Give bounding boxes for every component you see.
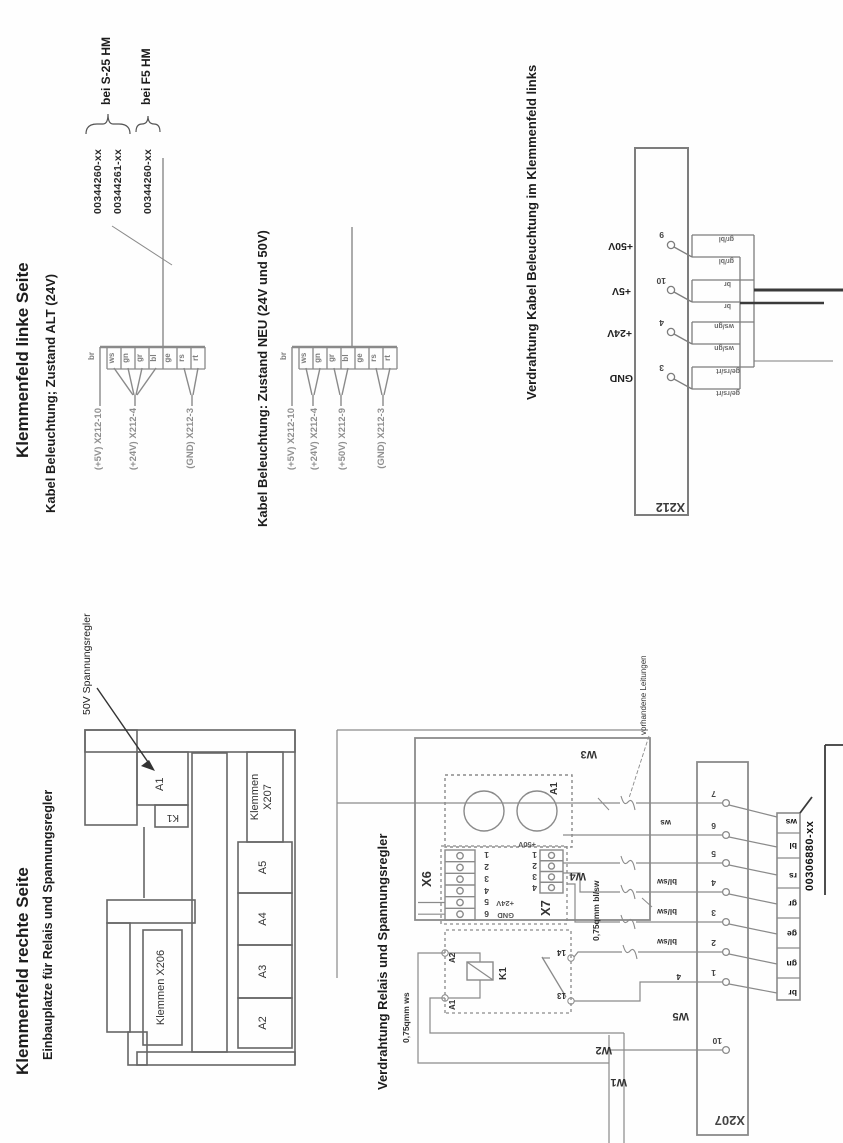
alt-wire-rs: rs (177, 354, 186, 362)
alt-wire-gr: gr (135, 354, 144, 362)
bus-color-ge: ge (787, 929, 797, 939)
right-page-title: Klemmenfeld linke Seite (13, 262, 32, 458)
cable-number: 00306880-xx (804, 820, 816, 891)
cable-fan-neu (292, 227, 397, 406)
x6-num-1: 1 (484, 850, 489, 860)
neu-wire-br: br (279, 352, 288, 360)
alt-terminal-gnd: (GND) X212-3 (185, 408, 196, 469)
neu-terminal-5v: (+5V) X212-10 (286, 408, 297, 471)
label-x6: X6 (419, 871, 434, 887)
relay-pin-a1: A1 (448, 999, 457, 1010)
x207-pin-3: 3 (711, 908, 716, 918)
label-w3: W3 (580, 748, 597, 760)
mid-wire-blsw1: bl/sw (656, 877, 677, 886)
bus-color-bl: bl (789, 841, 797, 851)
x207-pin-6: 6 (711, 821, 716, 831)
x212-wire-grbl-1: gr/bl (718, 257, 734, 264)
neu-wire-ge: ge (355, 353, 364, 363)
x7-num-1: 1 (532, 850, 537, 860)
x7-num-4: 4 (532, 883, 537, 893)
neu-wire-gn: gn (313, 353, 322, 363)
relay-pin-13: 13 (557, 991, 566, 1000)
label-x7: X7 (538, 900, 553, 916)
part-number-2: 00344261-xx (112, 148, 124, 214)
part-number-braces (86, 114, 160, 134)
x212-wire-wsgn-1: ws/gn (714, 344, 734, 351)
x212-section-title: Verdrahtung Kabel Beleuchtung im Klemmenfeld links (524, 64, 539, 400)
alt-wire-ge: ge (163, 353, 172, 363)
neu-wire-rt: rt (383, 355, 392, 361)
mid-wire-ws: ws (660, 818, 671, 827)
relay-section-title: Verdrahtung Relais und Spannungsregler (375, 833, 390, 1090)
x212-pin-3: 3 (659, 363, 664, 373)
x212-connector-label: X212 (655, 500, 685, 514)
brace-label-s25: bei S-25 HM (99, 36, 113, 105)
mid-wire-4: 4 (676, 972, 681, 981)
x212-wire-gersrt-2: ge/rs/rt (716, 367, 740, 374)
mid-wire-blsw2: bl/sw (656, 907, 677, 916)
x6-num-3: 3 (484, 874, 489, 884)
x212-wire-br-2: br (724, 280, 731, 287)
x212-volt-gnd: GND (609, 372, 633, 384)
x212-wire-grbl-2: gr/bl (718, 235, 734, 242)
x212-connector-diagram (635, 148, 843, 515)
x212-pin-10: 10 (656, 276, 666, 286)
existing-wires-note: vorhandene Leitungen (639, 655, 648, 735)
brace-label-f5: bei F5 HM (139, 48, 153, 105)
x212-wire-gersrt-1: ge/rs/rt (716, 389, 740, 396)
x212-volt-24v: +24V (607, 327, 632, 339)
x7-plus50-label: +50V (518, 840, 536, 849)
alt-terminal-24v: (+24V) X212-4 (128, 408, 139, 471)
x7-num-2: 2 (532, 861, 537, 871)
x6-num-2: 2 (484, 862, 489, 872)
mid-wire-blsw3: bl/sw (656, 937, 677, 946)
neu-wire-rs: rs (369, 354, 378, 362)
x207-pin-4: 4 (711, 878, 716, 888)
bay-x206: Klemmen X206 (155, 949, 167, 1026)
label-w4: W4 (569, 870, 586, 882)
x6-num-5: 5 (484, 897, 489, 907)
alt-wire-ws: ws (107, 352, 116, 364)
bay-x207-line1: Klemmen (249, 773, 261, 821)
alt-wire-br: br (87, 352, 96, 360)
neu-terminal-24v: (+24V) X212-4 (309, 408, 320, 471)
x212-volt-50v: +50V (608, 240, 633, 252)
relay-k1-label: K1 (498, 967, 509, 980)
x212-pin-4: 4 (659, 318, 664, 328)
x207-pin-7: 7 (711, 789, 716, 799)
bus-color-rs: rs (788, 871, 797, 881)
alt-subtitle: Kabel Beleuchtung; Zustand ALT (24V) (43, 273, 58, 513)
neu-terminal-50v: (+50V) X212-9 (337, 408, 348, 471)
x207-pin-1: 1 (711, 968, 716, 978)
bay-a1: A1 (154, 777, 166, 791)
part-number-1: 00344260-xx (92, 148, 104, 214)
alt-wire-rt: rt (191, 355, 200, 361)
neu-terminal-gnd: (GND) X212-3 (376, 408, 387, 469)
bay-a5: A5 (257, 860, 269, 875)
x207-pin-10: 10 (712, 1036, 722, 1046)
x207-pin-2: 2 (711, 938, 716, 948)
bus-color-gn: gn (786, 959, 797, 969)
x6-num-4: 4 (484, 886, 489, 896)
alt-wire-gn: gn (121, 353, 130, 363)
x6-plus24-label: +24V (496, 899, 514, 908)
neu-wire-gr: gr (327, 354, 336, 362)
neu-wire-bl: bl (341, 354, 350, 362)
module-a1-label: A1 (549, 782, 560, 795)
x207-connector-label: X207 (714, 1113, 745, 1128)
bus-color-ws: ws (785, 817, 797, 827)
part-number-3: 00344260-xx (142, 148, 154, 214)
wire-gauge-blsw: 0,75qmm bl/sw (591, 880, 601, 941)
left-page-subtitle: Einbauplatze für Relais und Spannungsregler (41, 789, 55, 1060)
x7-num-3: 3 (532, 872, 537, 882)
x212-pin-9: 9 (659, 230, 664, 240)
x212-volt-5v: +5V (612, 285, 631, 297)
label-w5: W5 (672, 1010, 689, 1022)
alt-wire-bl: bl (149, 354, 158, 362)
x212-wire-wsgn-2: ws/gn (714, 322, 734, 329)
bus-color-br: br (788, 988, 797, 998)
relay-pin-14: 14 (557, 948, 566, 957)
x212-wire-br-1: br (724, 302, 731, 309)
wire-gauge-ws: 0,75qmm ws (401, 992, 411, 1043)
bay-k1: K1 (166, 812, 179, 823)
left-page-title: Klemmenfeld rechte Seite (13, 867, 32, 1075)
bay-a4: A4 (257, 912, 269, 926)
relay-pin-a2: A2 (448, 952, 457, 963)
bus-color-gr: gr (788, 899, 797, 909)
bay-a2: A2 (257, 1016, 269, 1030)
label-w2: W2 (595, 1044, 612, 1056)
bay-a3: A3 (257, 964, 269, 979)
alt-terminal-5v: (+5V) X212-10 (93, 408, 104, 471)
label-w1: W1 (610, 1076, 627, 1088)
x207-pin-5: 5 (711, 849, 716, 859)
relay-wiring-diagram (337, 730, 843, 1143)
x6-num-6: 6 (484, 909, 489, 919)
neu-wire-ws: ws (299, 352, 308, 364)
bay-x207-line2: X207 (262, 784, 274, 810)
x6-gnd-label: GND (497, 911, 514, 920)
neu-subtitle: Kabel Beleuchtung: Zustand NEU (24V und 50V) (255, 230, 270, 527)
regulator-note: 50V Spannungsregler (81, 613, 93, 715)
